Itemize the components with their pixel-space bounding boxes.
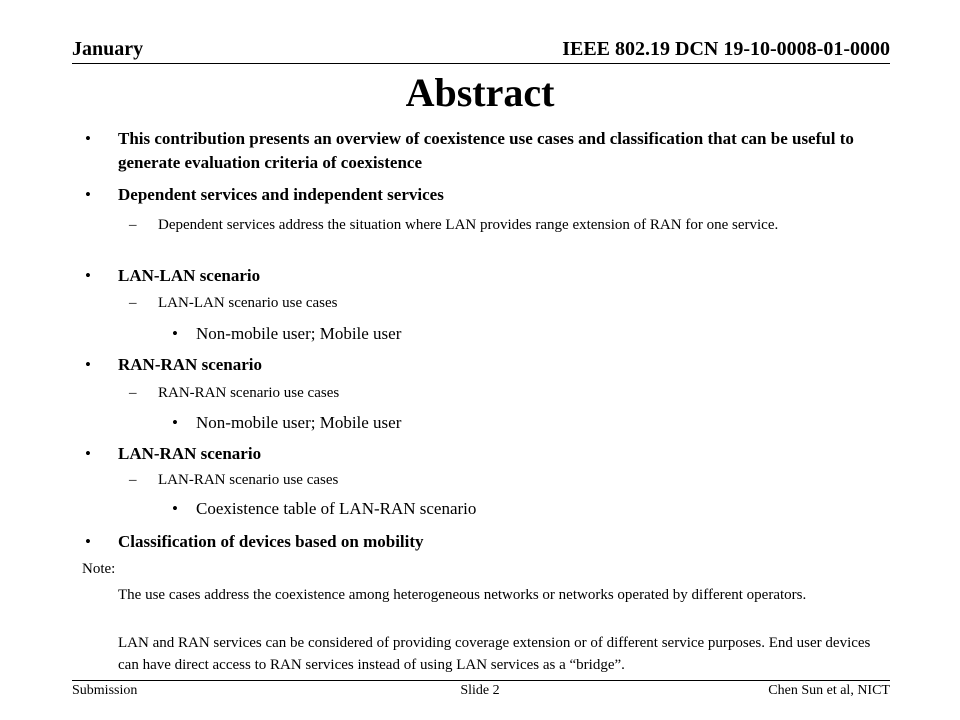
sub-sub-item-ran-ran-users <box>172 411 876 435</box>
sub-item-text: RAN-RAN scenario use cases <box>158 385 340 401</box>
sub-item-text: LAN-LAN scenario use cases <box>158 295 338 311</box>
slide-number: Slide 2 <box>460 683 500 698</box>
slide-title: Abstract <box>405 70 555 115</box>
bullet-icon: • <box>85 444 91 463</box>
bullet-icon: • <box>85 532 91 551</box>
sub-sub-item-text: Coexistence table of LAN-RAN scenario <box>196 499 477 518</box>
bullet-text: RAN-RAN scenario <box>118 355 263 374</box>
bullet-item-ran-ran <box>85 353 878 377</box>
bullet-icon: • <box>172 499 178 518</box>
sub-sub-item-text: Non-mobile user; Mobile user <box>196 413 402 432</box>
bullet-icon: • <box>85 129 91 148</box>
footer-submission: Submission <box>72 683 138 698</box>
dash-icon: – <box>129 385 137 401</box>
dash-icon: – <box>129 217 137 233</box>
bullet-item-services <box>85 183 878 207</box>
bullet-icon: • <box>172 324 178 343</box>
sub-item-text: LAN-RAN scenario use cases <box>158 472 339 488</box>
sub-item-lan-ran-use-cases <box>129 469 878 491</box>
bullet-item-contribution <box>85 127 878 175</box>
note-paragraph-2: LAN and RAN services can be considered of providing coverage extension or of different service purposes. End user devices can have direct access to RAN services instead of using LAN services as a “bridge”. <box>118 635 871 673</box>
bullet-item-classification <box>85 530 878 554</box>
sub-item-ran-ran-use-cases <box>129 382 878 404</box>
bullet-icon: • <box>172 413 178 432</box>
sub-item-dependent-services <box>129 214 878 236</box>
bullet-text: LAN-LAN scenario <box>118 266 261 285</box>
bullet-icon: • <box>85 266 91 285</box>
sub-item-lan-lan-use-cases <box>129 292 878 314</box>
bullet-text: This contribution presents an overview of coexistence use cases and classification that can be useful to generate evaluation criteria of coexistence <box>118 129 854 172</box>
sub-sub-item-coexistence-table <box>172 497 876 521</box>
bullet-text: LAN-RAN scenario <box>118 444 262 463</box>
bullet-text: Dependent services and independent services <box>118 185 444 204</box>
sub-item-text: Dependent services address the situation where LAN provides range extension of RAN for one service. <box>158 217 779 233</box>
sub-sub-item-lan-lan-users <box>172 322 876 346</box>
bullet-icon: • <box>85 185 91 204</box>
header-document-number: IEEE 802.19 DCN 19-10-0008-01-0000 <box>562 38 890 60</box>
bullet-icon: • <box>85 355 91 374</box>
bullet-item-lan-lan <box>85 264 878 288</box>
header-date: January <box>72 38 144 60</box>
header-divider <box>72 63 890 64</box>
footer-author: Chen Sun et al, NICT <box>768 683 890 698</box>
dash-icon: – <box>129 472 137 488</box>
bullet-item-lan-ran <box>85 442 878 466</box>
note-label: Note: <box>82 561 116 577</box>
note-paragraph-1: The use cases address the coexistence among heterogeneous networks or networks operated by different operators. <box>118 587 807 603</box>
bullet-text: Classification of devices based on mobility <box>118 532 424 551</box>
sub-sub-item-text: Non-mobile user; Mobile user <box>196 324 402 343</box>
dash-icon: – <box>129 295 137 311</box>
footer-divider <box>72 680 890 681</box>
